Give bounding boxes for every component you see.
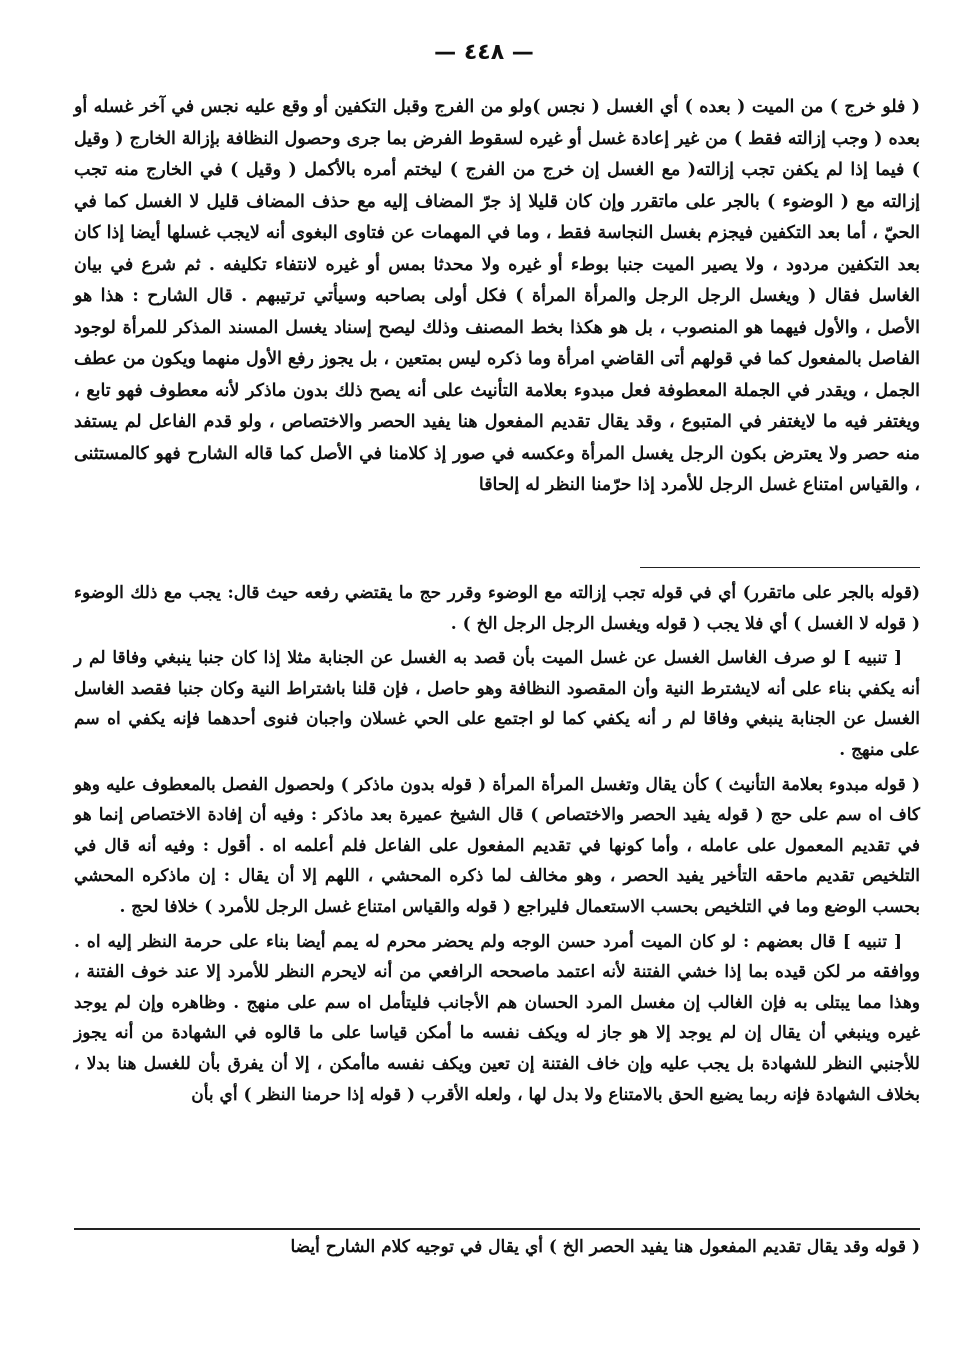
footnote-divider: [640, 567, 920, 568]
page-number: — ٤٤٨ —: [434, 40, 534, 65]
note-paragraph: (قوله بالجر على ماتقرر) أي في قوله تجب إزالته مع الوضوء وقرر حج ما يقتضي رفعه حيث قال: يجب مع ذلك الوضوء ( قوله لا الغسل ) أي فلا يجب ( قوله ويغسل الرجل الرجل الخ ) .: [74, 583, 920, 634]
note-paragraph: [ تنبيه ] لو صرف الغاسل الغسل عن غسل الميت بأن قصد به الغسل عن الجنابة مثلا إذا كان جنبا ينبغي وفاقا لم ر أنه يكفي بناء على أنه لايشترط النية وأن المقصود النظافة وهو حاصل ، فإن قلنا باشتراط النية وكان جنبا فقصد الغاسل الغسل عن الجنابة ينبغي وفاقا لم ر أنه يكفي كما لو اجتمع على الحي غسلان واجبان فنوى أحدهما فإنه يكفي اه سم على منهج .: [74, 648, 920, 760]
carry-over-line: ( قوله وقد يقال تقديم المفعول هنا يفيد الحصر الخ ) أي يقال في توجيه كلام الشارح أيضا: [290, 1237, 920, 1257]
note-paragraph: ( قوله مبدوء بعلامة التأنيث ) كأن يقال وتغسل المرأة المرأة ( قوله بدون ماذكر ) ولحصول الفصل بالمعطوف عليه وهو كاف اه سم على حج ( قوله يفيد الحصر والاختصاص ) قال الشيخ عميرة بعد ماذكر : وفيه أن إفادة الاختصاص إنما هو في تقديم المعمول على عامله ، وأما كونها في تقديم المفعول على الفاعل فلم أعلمه اه . أقول : وفيه أنه قال في التلخيص تقديم ماحقه التأخير يفيد الحصر ، وهو مخالف لما ذكره المحشي ، اللهم إلا أن يقال : إن ماذكره المحشي بحسب الوضع وما في التلخيص بحسب الاستعمال فليراجع ( قوله والقياس امتناع غسل الرجل للأمرد ) خلافا لحج .: [74, 774, 921, 917]
note-paragraph: [ تنبيه ] قال بعضهم : لو كان الميت أمرد حسن الوجه ولم يحضر محرم له يمم أيضا بناء على حرمة النظر إليه اه . ووافقه مر لكن قيده بما إذا خشي الفتنة لأنه اعتمد ماصححه الرافعي من أنه لايحرم النظر للأمرد إلا عند خوف الفتنة ، وهذا مما يبتلى به فإن الغالب إن مغسل المرد الحسان هم الأجانب فليتأمل اه سم على منهج . وظاهره وإن لم يوجد غيره وينبغي أن يقال إن لم يوجد إلا هو جاز له ويكف نفسه ما أمكن قياسا على ما قالوه في الشهادة من أنه يجوز للأجنبي النظر للشهادة بل يجب عليه وإن خاف الفتنة إن تعين ويكف نفسه ماأمكن ، إلا أن يفرق بأن للغسل هنا بدلا ، بخلاف الشهادة فإنه ربما يضيع الحق بالامتناع ولا بدل لها ، ولعله الأقرب ( قوله إذا حرمنا النظر ) أي بأن: [74, 931, 920, 1105]
main-text-body: ( فلو خرج ) من الميت ( بعده ) أي الغسل ( نجس )ولو من الفرج وقبل التكفين أو وقع عليه نجس في آخر غسله أو بعده ( وجب إزالته فقط ) من غير إعادة غسل أو غيره لسقوط الفرض بما جرى وحصول النظافة بإزالة الخارج ( وقيل ) فيما إذا لم يكفن تجب إزالته( مع الغسل إن خرج من الفرج ) ليختم أمره بالأكمل ( وقيل ) في الخارج منه تجب إزالته مع ( الوضوء ) بالجر على ماتقرر وإن كان قليلا إذ جرّ المضاف إليه مع حذف المضاف قليل لا الغسل كما في الحيّ ، أما بعد التكفين فيجزم بغسل النجاسة فقط ، وما في المهمات عن فتاوى البغوى أنه لايجب غسلها أيضا إذا كان بعد التكفين مردود ، ولا يصير الميت جنبا بوطء أو غيره ولا محدثا بمس أو غيره لانتفاء تكليفه . ثم شرع في بيان الغاسل فقال ( ويغسل الرجل الرجل والمرأة المرأة ) فكل أولى بصاحبه وسيأتي ترتيبهم . قال الشارح : هذا هو الأصل ، والأول فيهما هو المنصوب ، بل هو هكذا بخط المصنف وذلك ليصح إسناد يغسل المسند المذكر للمرأة لوجود الفاصل بالمفعول كما في قولهم أتى القاضي امرأة وما ذكره ليس بمتعين ، بل يجوز رفع الأول منهما ويكون من عطف الجمل ، ويقدر في الجملة المعطوفة فعل مبدوء بعلامة التأنيث على أنه يصح ذلك بدون ماذكر لأنه معطوف فهو تابع ، ويغتفر فيه ما لايغتفر في المتبوع ، وقد يقال تقديم المفعول هنا يفيد الحصر والاختصاص ، ولو قدم الفاعل لم يستفد منه حصر ولا يعترض بكون الرجل يغسل المرأة وعكسه في صور إذ كلامنا في الأصل كما قاله الشارح فهو كالمستثنى ، والقياس امتناع غسل الرجل للأمرد إذا حرّمنا النظر له إلحاقا: [74, 97, 920, 495]
marginal-notes: [74, 578, 920, 1114]
bottom-divider: [74, 1228, 920, 1230]
